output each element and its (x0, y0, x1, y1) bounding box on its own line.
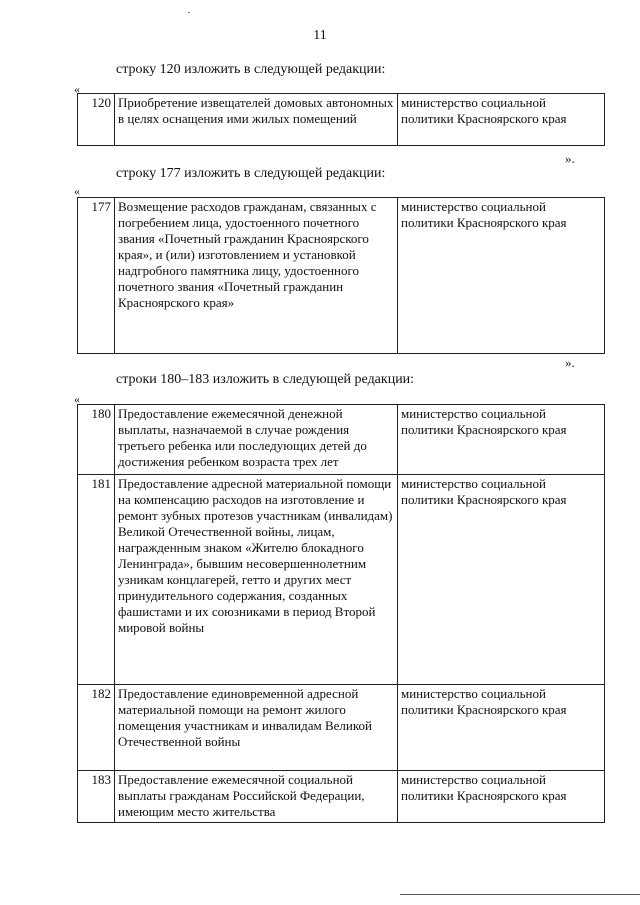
table-row (78, 685, 605, 771)
row-ministry: министерство социальной политики Красноярского края (398, 685, 605, 771)
row-description: Возмещение расходов гражданам, связанных с погребением лица, удостоенного почетного звания «Почетный гражданин Красноярского края», и (или) изготовлением и установкой надгробного памятника лицу, удостоенного почетного звания «Почетный гражданин Красноярского края» (115, 198, 398, 354)
row-number: 177 (78, 198, 115, 354)
open-quote: « (74, 184, 80, 198)
scan-mark (188, 12, 190, 13)
table-row (78, 771, 605, 823)
close-quote: ». (565, 355, 575, 370)
row-description: Предоставление единовременной адресной материальной помощи на ремонт жилого помещения участникам и инвалидам Великой Отечественной войны (115, 685, 398, 771)
row-number: 181 (78, 475, 115, 685)
open-quote: « (74, 392, 80, 406)
row-number: 180 (78, 405, 115, 475)
table-row (78, 475, 605, 685)
footer-divider (400, 894, 640, 895)
table-row-177 (77, 197, 605, 354)
section-intro-177: строку 177 изложить в следующей редакции: (116, 166, 386, 181)
row-ministry: министерство социальной политики Красноярского края (398, 771, 605, 823)
section-intro-120: строку 120 изложить в следующей редакции: (116, 62, 386, 77)
table-row-120 (77, 93, 605, 146)
row-description: Предоставление ежемесячной денежной выплаты, назначаемой в случае рождения третьего ребенка или последующих детей до достижения ребенком возраста трех лет (115, 405, 398, 475)
section-intro-180-183: строки 180–183 изложить в следующей редакции: (116, 372, 415, 387)
row-number: 182 (78, 685, 115, 771)
row-ministry: министерство социальной политики Красноярского края (398, 198, 605, 354)
table-rows-180-183 (77, 404, 605, 823)
page-number: 11 (313, 28, 327, 43)
table-row (78, 198, 605, 354)
close-quote: ». (565, 151, 575, 166)
table-row (78, 94, 605, 146)
row-description: Предоставление ежемесячной социальной выплаты гражданам Российской Федерации, имеющим место жительства (115, 771, 398, 823)
row-ministry: министерство социальной политики Красноярского края (398, 405, 605, 475)
row-ministry: министерство социальной политики Красноярского края (398, 94, 605, 146)
row-number: 120 (78, 94, 115, 146)
open-quote: « (74, 82, 80, 96)
table-row (78, 405, 605, 475)
row-description: Приобретение извещателей домовых автономных в целях оснащения ими жилых помещений (115, 94, 398, 146)
row-ministry: министерство социальной политики Красноярского края (398, 475, 605, 685)
row-number: 183 (78, 771, 115, 823)
row-description: Предоставление адресной материальной помощи на компенсацию расходов на изготовление и ремонт зубных протезов участникам (инвалидам) Великой Отечественной войны, лицам, награжденным знаком «Жителю блокадного Ленинграда», бывшим несовершеннолетним узникам концлагерей, гетто и других мест принудительного содержания, созданных фашистами и их союзниками в период Второй мировой войны (115, 475, 398, 685)
